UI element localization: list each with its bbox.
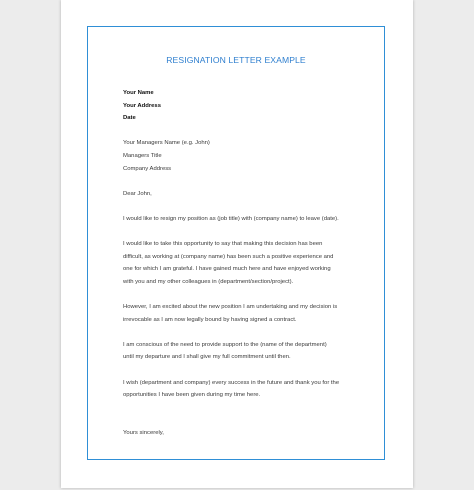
letter-body: [123, 87, 373, 440]
paragraph-5: [123, 377, 373, 402]
paragraph-line: difficult, as working at (company name) has been such a positive experience and: [123, 253, 334, 260]
sender-block: [123, 87, 373, 125]
paragraph-line: I am conscious of the need to provide support to the (name of the department): [123, 341, 327, 348]
recipient-company-address: Company Address: [123, 165, 172, 172]
spacer: [123, 326, 373, 339]
sender-address: Your Address: [123, 102, 161, 109]
spacer: [123, 364, 373, 377]
spacer: [123, 125, 373, 138]
paragraph-line: until my departure and I shall give my full commitment until then.: [123, 354, 291, 361]
page-border-frame: [87, 26, 385, 460]
paragraph-line: opportunities I have been given during my time here.: [123, 392, 261, 399]
sender-name: Your Name: [123, 90, 154, 96]
paragraph-line: irrevocable as I am now legally bound by having signed a contract.: [123, 316, 297, 323]
closing: Yours sincerely,: [123, 430, 164, 437]
spacer: [123, 402, 373, 415]
spacer: [123, 414, 373, 427]
paragraph-3: [123, 301, 373, 326]
paragraph-line: I wish (department and company) every success in the future and thank you for the: [123, 379, 340, 386]
paragraph-2: [123, 238, 373, 288]
document-page: [61, 0, 413, 488]
paragraph-line: with you and my other colleagues in (department/section/project).: [123, 278, 294, 285]
paragraph-line: However, I am excited about the new position I am undertaking and my decision is: [123, 304, 338, 311]
spacer: [123, 200, 373, 213]
recipient-name: Your Managers Name (e.g. John): [123, 140, 210, 147]
salutation: Dear John,: [123, 190, 152, 197]
letter-date: Date: [123, 115, 136, 122]
paragraph-line: I would like to resign my position as (job title) with (company name) to leave (date).: [123, 215, 339, 222]
paragraph-1: [123, 213, 373, 226]
paragraph-4: [123, 339, 373, 364]
paragraph-line: one for which I am grateful. I have gained much here and have enjoyed working: [123, 266, 331, 273]
recipient-block: [123, 137, 373, 175]
spacer: [123, 175, 373, 188]
letter-title: RESIGNATION LETTER EXAMPLE: [166, 55, 306, 65]
spacer: [123, 226, 373, 239]
paragraph-line: I would like to take this opportunity to say that making this decision has been: [123, 241, 323, 248]
spacer: [123, 289, 373, 302]
recipient-title: Managers Title: [123, 152, 162, 159]
